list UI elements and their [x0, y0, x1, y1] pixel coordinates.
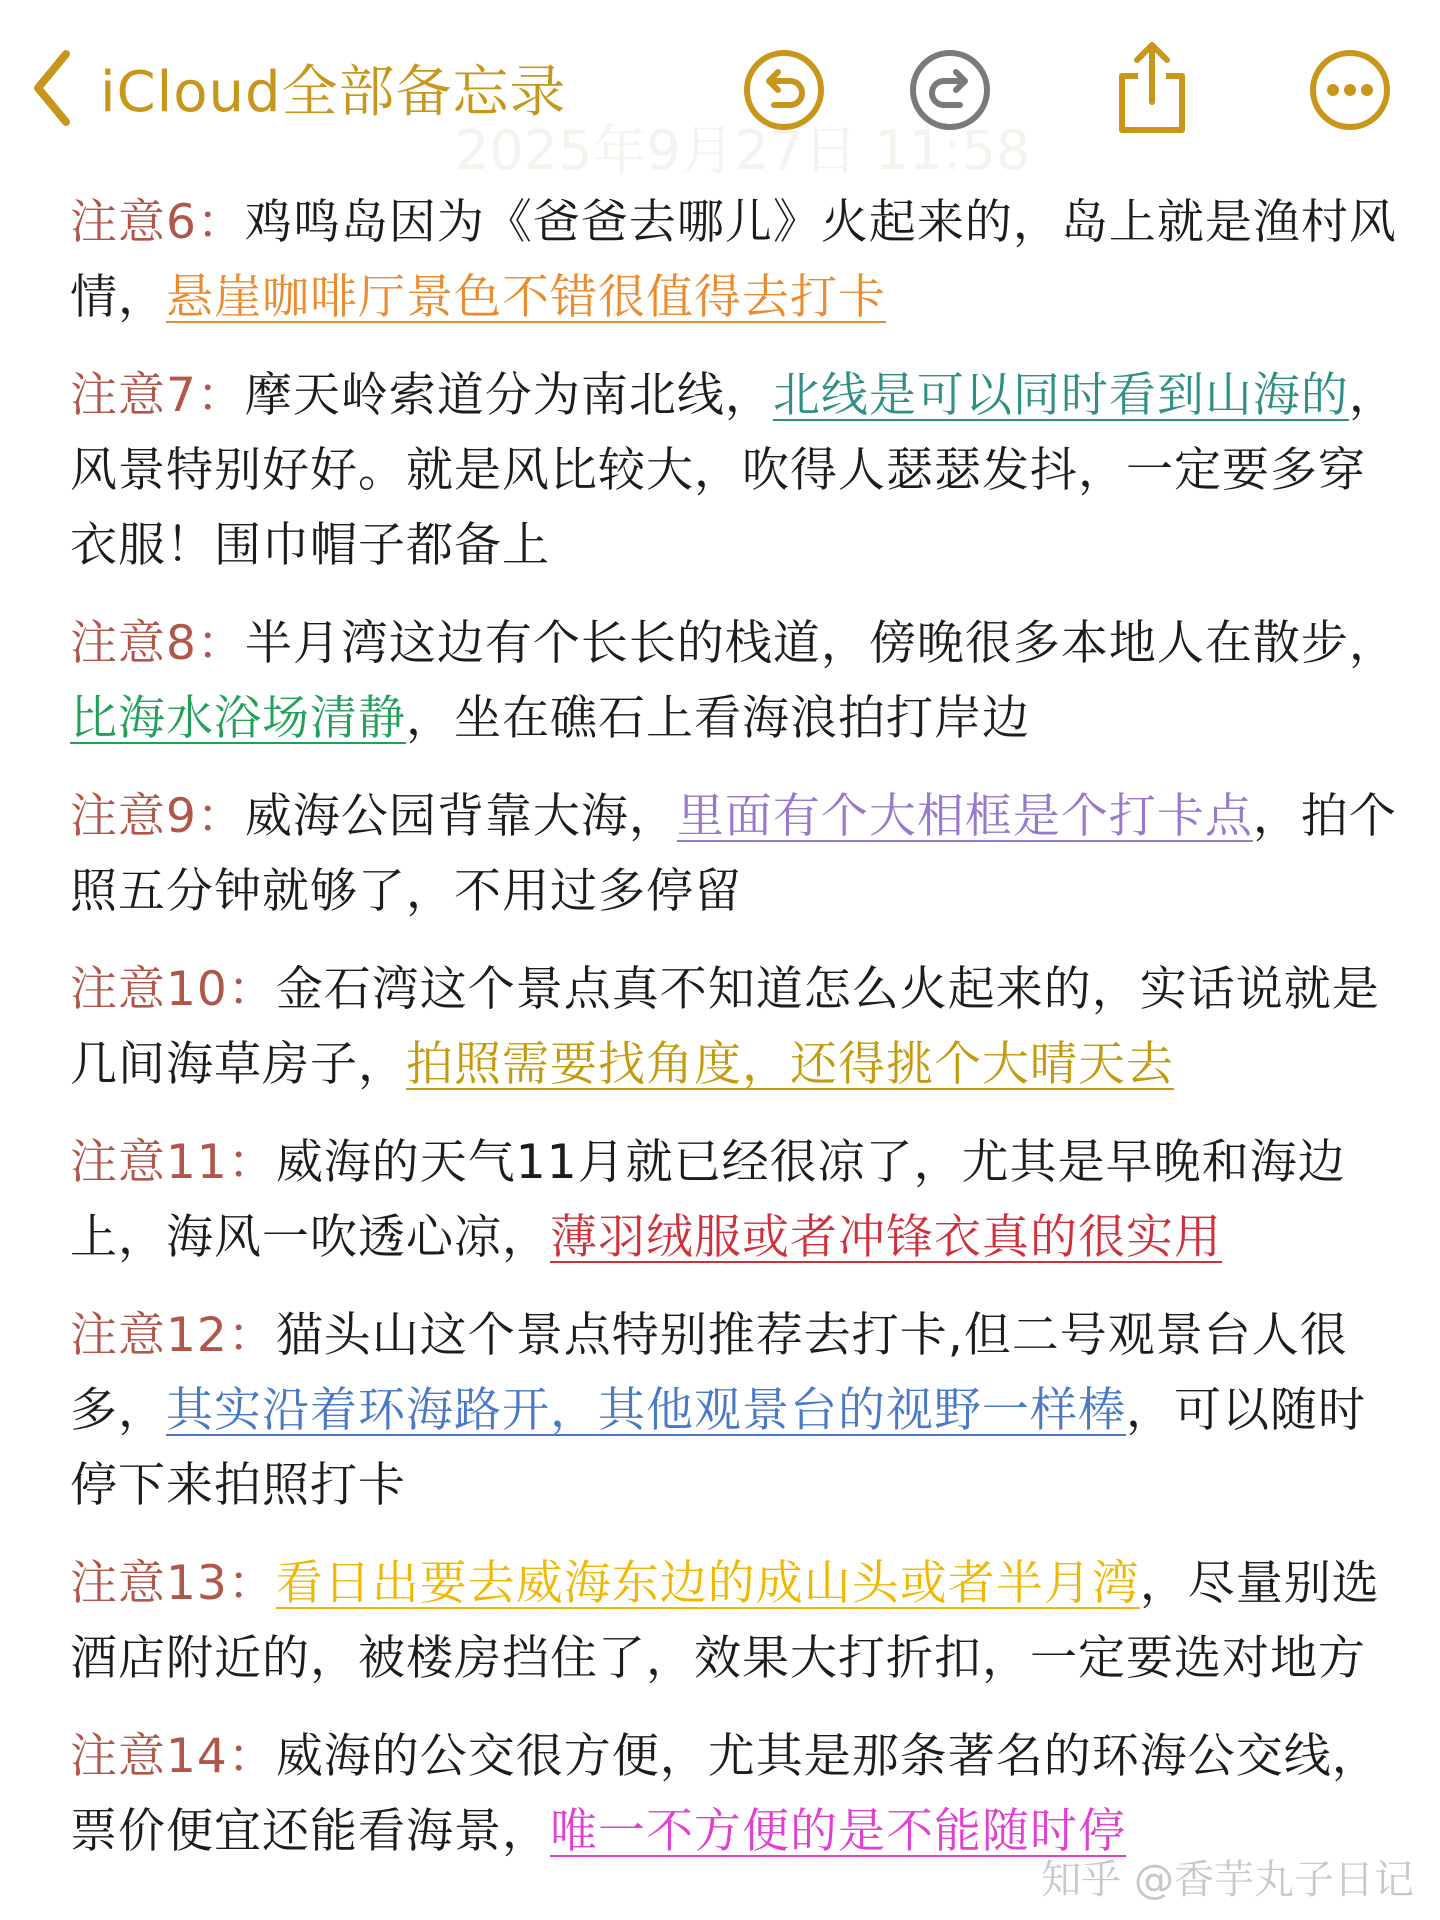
highlighted-text: 比海水浴场清静	[70, 691, 406, 746]
highlighted-text: 其实沿着环海路开，其他观景台的视野一样棒	[166, 1383, 1126, 1438]
back-button-label: iCloud全部备忘录	[100, 60, 567, 125]
highlighted-text: 看日出要去威海东边的成山头或者半月湾	[275, 1556, 1140, 1611]
redo-button[interactable]	[908, 48, 992, 132]
note-body[interactable]	[70, 185, 1410, 1892]
note-label: 注意8：	[70, 616, 245, 671]
note-text: 威海的天气11月就已经很凉了，尤其是早晚和海边上，海风一吹透心凉，	[70, 1135, 1346, 1265]
note-label: 注意11：	[70, 1135, 276, 1190]
note-label: 注意12：	[70, 1308, 276, 1363]
note-label: 注意7：	[70, 368, 245, 423]
note-text: 摩天岭索道分为南北线，	[244, 368, 773, 423]
note-label: 注意13：	[70, 1556, 276, 1611]
note-date: 2025年9月27日 11:58	[455, 119, 1031, 182]
note-text: 半月湾这边有个长长的栈道，傍晚很多本地人在散步，	[244, 616, 1397, 671]
more-icon	[1308, 48, 1392, 132]
share-icon	[1110, 40, 1194, 136]
more-button[interactable]	[1308, 48, 1392, 132]
note-paragraph	[70, 1546, 1410, 1696]
note-paragraph	[70, 606, 1410, 756]
note-text: ，可以随时停下来拍照打卡	[70, 1383, 1366, 1513]
highlighted-text: 唯一不方便的是不能随时停	[550, 1804, 1126, 1859]
note-paragraph	[70, 1298, 1410, 1523]
note-paragraph	[70, 1125, 1410, 1275]
note-label: 注意6：	[70, 195, 245, 250]
note-text: ，坐在礁石上看海浪拍打岸边	[406, 691, 1030, 746]
note-label: 注意10：	[70, 962, 276, 1017]
note-label: 注意9：	[70, 789, 245, 844]
note-text: 威海的公交很方便，尤其是那条著名的环海公交线，票价便宜还能看海景，	[70, 1729, 1380, 1859]
note-text: ，尽量别选酒店附近的，被楼房挡住了，效果大打折扣，一定要选对地方	[70, 1556, 1380, 1686]
chevron-left-icon	[30, 48, 74, 128]
note-text: 威海公园背靠大海，	[244, 789, 677, 844]
undo-button[interactable]	[742, 48, 826, 132]
note-paragraph	[70, 779, 1410, 929]
share-button[interactable]	[1110, 40, 1194, 124]
note-paragraph	[70, 185, 1410, 335]
highlighted-text: 里面有个大相框是个打卡点	[676, 789, 1253, 844]
note-label: 注意14：	[70, 1729, 276, 1784]
undo-icon	[742, 48, 826, 132]
note-text: 金石湾这个景点真不知道怎么火起来的，实话说就是几间海草房子，	[70, 962, 1380, 1092]
highlighted-text: 北线是可以同时看到山海的	[772, 368, 1349, 423]
highlighted-text: 悬崖咖啡厅景色不错很值得去打卡	[166, 270, 886, 325]
note-text: ，风景特别好好。就是风比较大，吹得人瑟瑟发抖，一定要多穿衣服！围巾帽子都备上	[70, 368, 1397, 573]
redo-icon	[908, 48, 992, 132]
note-text: 鸡鸣岛因为《爸爸去哪儿》火起来的，岛上就是渔村风情，	[70, 195, 1397, 325]
note-paragraph	[70, 1719, 1410, 1869]
note-paragraph	[70, 358, 1410, 583]
note-text: ，拍个照五分钟就够了，不用过多停留	[70, 789, 1397, 919]
highlighted-text: 薄羽绒服或者冲锋衣真的很实用	[550, 1210, 1222, 1265]
watermark: 知乎 @香芋丸子日记	[1041, 1857, 1414, 1903]
note-paragraph	[70, 952, 1410, 1102]
navigation-bar	[0, 0, 1440, 182]
highlighted-text: 拍照需要找角度，还得挑个大晴天去	[406, 1037, 1174, 1092]
note-text: 猫头山这个景点特别推荐去打卡,但二号观景台人很多，	[70, 1308, 1348, 1438]
